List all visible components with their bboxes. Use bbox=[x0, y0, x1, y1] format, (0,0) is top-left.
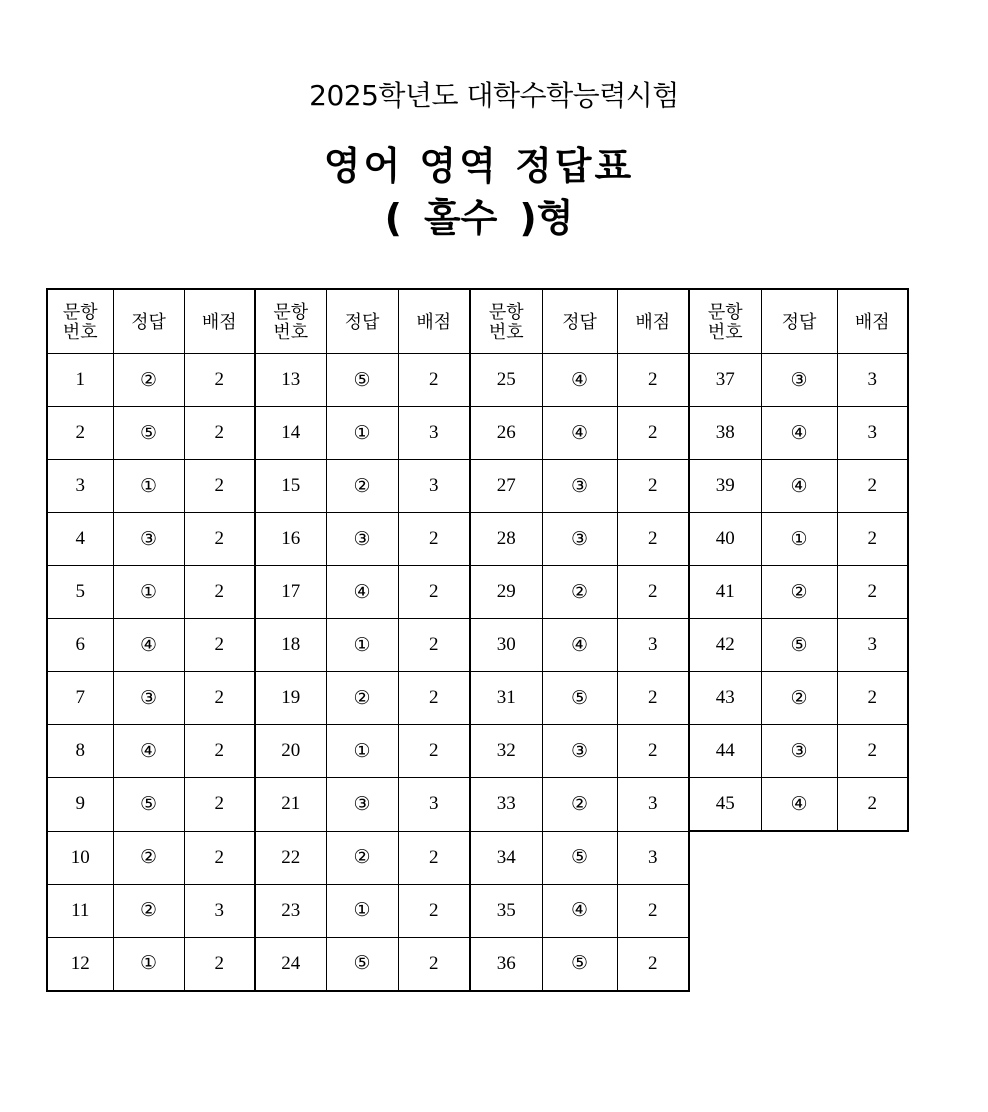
header-answer: 정답 bbox=[113, 289, 184, 354]
answer-value bbox=[542, 884, 617, 937]
question-number: 44 bbox=[689, 725, 761, 778]
answer-circled-number: ① bbox=[353, 899, 371, 921]
answer-circled-number: ③ bbox=[790, 739, 808, 762]
header-question-line2: 번호 bbox=[62, 321, 98, 342]
question-number: 27 bbox=[470, 460, 542, 513]
header-question-line1: 문항 bbox=[488, 301, 524, 322]
answer-circled-number: ④ bbox=[139, 633, 158, 656]
answer-circled-number: ② bbox=[139, 899, 158, 921]
question-number: 9 bbox=[47, 778, 113, 832]
table-row bbox=[47, 725, 908, 778]
answer-circled-number: ④ bbox=[570, 421, 589, 444]
points-value: 3 bbox=[617, 831, 689, 884]
answer-circled-number: ③ bbox=[570, 739, 589, 762]
points-value: 3 bbox=[398, 778, 470, 832]
points-value: 2 bbox=[184, 566, 255, 619]
answer-value bbox=[326, 725, 398, 778]
question-number: 22 bbox=[255, 831, 326, 884]
empty-cell bbox=[837, 831, 908, 884]
question-number: 33 bbox=[470, 778, 542, 832]
points-value: 3 bbox=[617, 778, 689, 832]
table-row bbox=[47, 672, 908, 725]
table-row bbox=[47, 778, 908, 832]
answer-value bbox=[542, 831, 617, 884]
question-number: 34 bbox=[470, 831, 542, 884]
type-close-paren: )형 bbox=[519, 196, 574, 240]
answer-value bbox=[113, 884, 184, 937]
answer-value bbox=[542, 937, 617, 991]
question-number: 25 bbox=[470, 354, 542, 407]
empty-cell bbox=[689, 884, 761, 937]
exam-type-title bbox=[0, 192, 958, 244]
header-question-line2: 번호 bbox=[273, 321, 309, 342]
points-value: 2 bbox=[837, 513, 908, 566]
question-number: 13 bbox=[255, 354, 326, 407]
exam-year-title: 2025학년도 대학수학능력시험 bbox=[309, 79, 679, 112]
answer-circled-number: ⑤ bbox=[353, 952, 371, 974]
points-value: 3 bbox=[837, 354, 908, 407]
question-number: 31 bbox=[470, 672, 542, 725]
answer-value bbox=[326, 513, 398, 566]
question-number: 41 bbox=[689, 566, 761, 619]
answer-circled-number: ⑤ bbox=[570, 952, 589, 974]
answer-value bbox=[326, 672, 398, 725]
answer-circled-number: ④ bbox=[353, 580, 371, 603]
answer-circled-number: ④ bbox=[790, 421, 808, 444]
question-number: 43 bbox=[689, 672, 761, 725]
answer-circled-number: ② bbox=[570, 792, 589, 815]
table-row bbox=[47, 513, 908, 566]
points-value: 3 bbox=[398, 460, 470, 513]
question-number: 38 bbox=[689, 407, 761, 460]
question-number: 6 bbox=[47, 619, 113, 672]
question-number: 16 bbox=[255, 513, 326, 566]
empty-cell bbox=[837, 884, 908, 937]
answer-value bbox=[761, 778, 837, 832]
answer-value bbox=[326, 884, 398, 937]
answer-value bbox=[542, 513, 617, 566]
points-value: 2 bbox=[184, 354, 255, 407]
answer-value bbox=[113, 354, 184, 407]
points-value: 2 bbox=[617, 672, 689, 725]
header-question-line1: 문항 bbox=[62, 301, 98, 322]
answer-circled-number: ① bbox=[353, 421, 371, 444]
empty-cell bbox=[689, 937, 761, 991]
answer-circled-number: ② bbox=[353, 846, 371, 868]
points-value: 2 bbox=[837, 778, 908, 832]
question-number: 4 bbox=[47, 513, 113, 566]
answer-value bbox=[542, 672, 617, 725]
points-value: 3 bbox=[837, 619, 908, 672]
points-value: 2 bbox=[398, 354, 470, 407]
answer-circled-number: ② bbox=[790, 580, 808, 603]
answer-circled-number: ③ bbox=[570, 527, 589, 550]
answer-value bbox=[761, 619, 837, 672]
answer-value bbox=[113, 460, 184, 513]
question-number: 24 bbox=[255, 937, 326, 991]
answer-circled-number: ④ bbox=[570, 368, 589, 391]
points-value: 2 bbox=[617, 513, 689, 566]
question-number: 14 bbox=[255, 407, 326, 460]
answer-circled-number: ③ bbox=[139, 527, 158, 550]
header-answer: 정답 bbox=[326, 289, 398, 354]
points-value: 3 bbox=[617, 619, 689, 672]
exam-type-label: 홀수 bbox=[423, 196, 498, 240]
answer-circled-number: ② bbox=[570, 580, 589, 603]
answer-value bbox=[113, 778, 184, 832]
points-value: 2 bbox=[184, 407, 255, 460]
question-number: 29 bbox=[470, 566, 542, 619]
answer-circled-number: ③ bbox=[353, 527, 371, 550]
answer-value bbox=[326, 937, 398, 991]
answer-circled-number: ② bbox=[139, 846, 158, 868]
table-header-row bbox=[47, 289, 908, 354]
answer-value bbox=[326, 354, 398, 407]
question-number: 35 bbox=[470, 884, 542, 937]
points-value: 2 bbox=[398, 831, 470, 884]
points-value: 2 bbox=[184, 619, 255, 672]
header-points: 배점 bbox=[398, 289, 470, 354]
type-open-paren: ( bbox=[384, 196, 402, 240]
points-value: 2 bbox=[398, 513, 470, 566]
table-row bbox=[47, 407, 908, 460]
answer-circled-number: ④ bbox=[570, 633, 589, 656]
header-question-line2: 번호 bbox=[707, 321, 743, 342]
question-number: 12 bbox=[47, 937, 113, 991]
points-value: 2 bbox=[184, 513, 255, 566]
answer-value bbox=[326, 778, 398, 832]
empty-cell bbox=[761, 884, 837, 937]
answer-circled-number: ② bbox=[790, 686, 808, 709]
header-points: 배점 bbox=[184, 289, 255, 354]
points-value: 2 bbox=[398, 884, 470, 937]
question-number: 42 bbox=[689, 619, 761, 672]
answer-value bbox=[113, 725, 184, 778]
answer-circled-number: ① bbox=[353, 739, 371, 762]
points-value: 2 bbox=[184, 778, 255, 832]
question-number: 2 bbox=[47, 407, 113, 460]
answer-value bbox=[113, 831, 184, 884]
header-answer: 정답 bbox=[542, 289, 617, 354]
header-question-number bbox=[470, 289, 542, 354]
question-number: 20 bbox=[255, 725, 326, 778]
table-row bbox=[47, 937, 908, 991]
answer-value bbox=[542, 407, 617, 460]
answer-key-table bbox=[46, 288, 909, 992]
answer-value bbox=[761, 460, 837, 513]
question-number: 17 bbox=[255, 566, 326, 619]
answer-value bbox=[113, 407, 184, 460]
answer-circled-number: ③ bbox=[139, 686, 158, 709]
answer-value bbox=[542, 566, 617, 619]
question-number: 21 bbox=[255, 778, 326, 832]
points-value: 3 bbox=[837, 407, 908, 460]
question-number: 32 bbox=[470, 725, 542, 778]
header-question-line2: 번호 bbox=[488, 321, 524, 342]
answer-value bbox=[761, 566, 837, 619]
header-answer: 정답 bbox=[761, 289, 837, 354]
answer-circled-number: ③ bbox=[570, 474, 589, 497]
empty-cell bbox=[761, 831, 837, 884]
answer-value bbox=[542, 725, 617, 778]
question-number: 5 bbox=[47, 566, 113, 619]
answer-circled-number: ⑤ bbox=[139, 792, 158, 815]
points-value: 3 bbox=[184, 884, 255, 937]
points-value: 2 bbox=[617, 937, 689, 991]
question-number: 45 bbox=[689, 778, 761, 832]
table-row bbox=[47, 619, 908, 672]
points-value: 2 bbox=[617, 460, 689, 513]
header-question-number bbox=[47, 289, 113, 354]
question-number: 28 bbox=[470, 513, 542, 566]
points-value: 2 bbox=[398, 937, 470, 991]
points-value: 2 bbox=[617, 407, 689, 460]
points-value: 2 bbox=[184, 725, 255, 778]
answer-value bbox=[761, 354, 837, 407]
empty-cell bbox=[837, 937, 908, 991]
answer-value bbox=[326, 566, 398, 619]
answer-circled-number: ① bbox=[353, 633, 371, 656]
header-question-number bbox=[689, 289, 761, 354]
empty-cell bbox=[761, 937, 837, 991]
question-number: 10 bbox=[47, 831, 113, 884]
header-question-line1: 문항 bbox=[273, 301, 309, 322]
answer-value bbox=[113, 672, 184, 725]
question-number: 7 bbox=[47, 672, 113, 725]
answer-circled-number: ⑤ bbox=[570, 846, 589, 868]
answer-circled-number: ④ bbox=[790, 474, 808, 497]
points-value: 2 bbox=[617, 354, 689, 407]
page-title: 영어 영역 정답표 bbox=[323, 144, 635, 188]
answer-circled-number: ② bbox=[353, 474, 371, 497]
points-value: 2 bbox=[617, 566, 689, 619]
points-value: 2 bbox=[617, 725, 689, 778]
answer-circled-number: ⑤ bbox=[353, 368, 371, 391]
answer-value bbox=[326, 831, 398, 884]
answer-circled-number: ② bbox=[139, 368, 158, 391]
answer-circled-number: ④ bbox=[139, 739, 158, 762]
question-number: 23 bbox=[255, 884, 326, 937]
points-value: 2 bbox=[617, 884, 689, 937]
question-number: 11 bbox=[47, 884, 113, 937]
answer-value bbox=[113, 566, 184, 619]
question-number: 36 bbox=[470, 937, 542, 991]
answer-circled-number: ① bbox=[790, 527, 808, 550]
question-number: 8 bbox=[47, 725, 113, 778]
answer-value bbox=[326, 460, 398, 513]
answer-value bbox=[326, 407, 398, 460]
table-row bbox=[47, 460, 908, 513]
points-value: 2 bbox=[184, 937, 255, 991]
answer-value bbox=[761, 672, 837, 725]
points-value: 2 bbox=[184, 672, 255, 725]
table-row bbox=[47, 884, 908, 937]
answer-value bbox=[542, 778, 617, 832]
question-number: 18 bbox=[255, 619, 326, 672]
answer-circled-number: ④ bbox=[790, 792, 808, 815]
question-number: 30 bbox=[470, 619, 542, 672]
answer-value bbox=[113, 619, 184, 672]
points-value: 2 bbox=[184, 831, 255, 884]
answer-circled-number: ① bbox=[139, 580, 158, 603]
points-value: 2 bbox=[837, 725, 908, 778]
header-question-number bbox=[255, 289, 326, 354]
answer-circled-number: ① bbox=[139, 952, 158, 974]
table-row bbox=[47, 354, 908, 407]
points-value: 3 bbox=[398, 407, 470, 460]
points-value: 2 bbox=[398, 672, 470, 725]
answer-circled-number: ② bbox=[353, 686, 371, 709]
header-points: 배점 bbox=[617, 289, 689, 354]
question-number: 40 bbox=[689, 513, 761, 566]
question-number: 3 bbox=[47, 460, 113, 513]
table-row bbox=[47, 831, 908, 884]
answer-value bbox=[542, 619, 617, 672]
answer-value bbox=[761, 407, 837, 460]
empty-cell bbox=[689, 831, 761, 884]
question-number: 39 bbox=[689, 460, 761, 513]
question-number: 15 bbox=[255, 460, 326, 513]
answer-value bbox=[113, 513, 184, 566]
question-number: 37 bbox=[689, 354, 761, 407]
question-number: 19 bbox=[255, 672, 326, 725]
header-points: 배점 bbox=[837, 289, 908, 354]
points-value: 2 bbox=[398, 619, 470, 672]
points-value: 2 bbox=[398, 566, 470, 619]
answer-circled-number: ① bbox=[139, 474, 158, 497]
answer-circled-number: ⑤ bbox=[139, 421, 158, 444]
points-value: 2 bbox=[184, 460, 255, 513]
answer-value bbox=[761, 513, 837, 566]
table-row bbox=[47, 566, 908, 619]
points-value: 2 bbox=[398, 725, 470, 778]
header-question-line1: 문항 bbox=[707, 301, 743, 322]
points-value: 2 bbox=[837, 460, 908, 513]
answer-circled-number: ⑤ bbox=[570, 686, 589, 709]
answer-value bbox=[326, 619, 398, 672]
question-number: 1 bbox=[47, 354, 113, 407]
answer-circled-number: ③ bbox=[790, 368, 808, 391]
question-number: 26 bbox=[470, 407, 542, 460]
points-value: 2 bbox=[837, 566, 908, 619]
answer-value bbox=[542, 460, 617, 513]
points-value: 2 bbox=[837, 672, 908, 725]
answer-value bbox=[542, 354, 617, 407]
answer-circled-number: ⑤ bbox=[790, 633, 808, 656]
answer-circled-number: ④ bbox=[570, 899, 589, 921]
answer-circled-number: ③ bbox=[353, 792, 371, 815]
answer-value bbox=[761, 725, 837, 778]
answer-value bbox=[113, 937, 184, 991]
